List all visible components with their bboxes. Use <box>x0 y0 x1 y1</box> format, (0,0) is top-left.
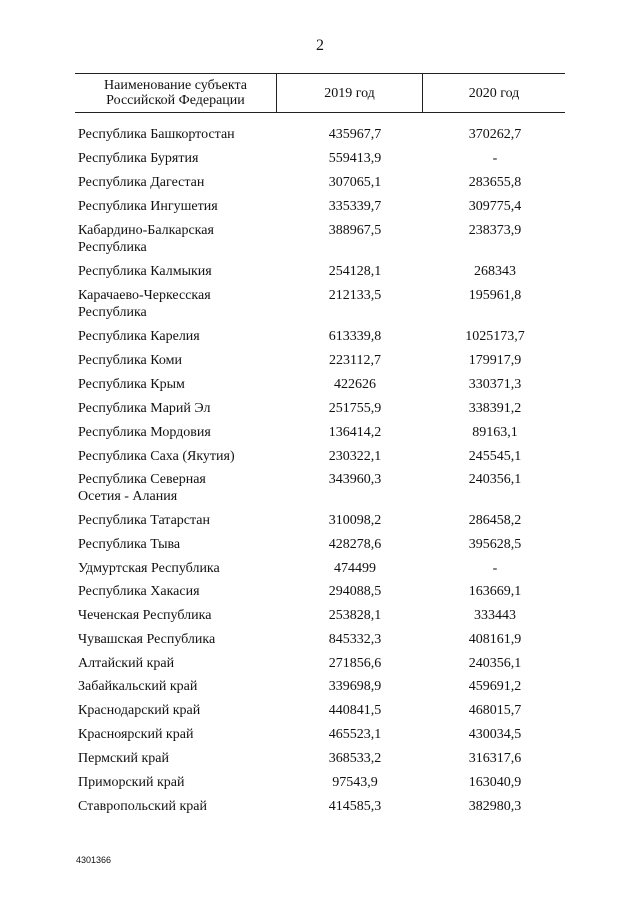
table-header <box>75 73 565 113</box>
value-2019-cell: 136414,2 <box>328 425 382 440</box>
value-2019-cell: 310098,2 <box>328 513 382 528</box>
subject-name-cell: Республика Бурятия <box>78 151 199 166</box>
value-2020-cell: 1025173,7 <box>465 329 525 344</box>
value-2020-cell: 238373,9 <box>468 223 522 238</box>
subject-name-cell: Красноярский край <box>78 727 194 742</box>
value-2019-cell: 339698,9 <box>328 679 382 694</box>
value-2020-cell: 286458,2 <box>468 513 522 528</box>
value-2020-cell: 268343 <box>474 264 516 279</box>
value-2019-cell: 307065,1 <box>328 175 382 190</box>
value-2020-cell: 430034,5 <box>468 727 522 742</box>
subject-name-cell: Республика Дагестан <box>78 175 205 190</box>
value-2020-cell: 163669,1 <box>468 584 522 599</box>
value-2020-cell: 408161,9 <box>468 632 522 647</box>
subject-name-cell: Республика Татарстан <box>78 513 211 528</box>
subject-name-cell: Пермский край <box>78 751 169 766</box>
value-2020-cell: 195961,8 <box>468 288 522 303</box>
value-2019-cell: 414585,3 <box>328 799 382 814</box>
subject-name-cell: Республика Карелия <box>78 329 200 344</box>
subject-name-cell: Кабардино-Балкарская Республика <box>78 223 214 255</box>
column-header-subject-name: Наименование субъекта Российской Федерации <box>104 78 247 108</box>
value-2020-cell: 283655,8 <box>468 175 522 190</box>
subject-name-cell: Забайкальский край <box>78 679 198 694</box>
subject-name-cell: Республика Калмыкия <box>78 264 212 279</box>
value-2020-cell: 309775,4 <box>468 199 522 214</box>
value-2020-cell: 316317,6 <box>468 751 522 766</box>
value-2019-cell: 428278,6 <box>328 537 382 552</box>
value-2019-cell: 422626 <box>334 377 376 392</box>
value-2019-cell: 388967,5 <box>328 223 382 238</box>
value-2020-cell: 370262,7 <box>468 127 522 142</box>
subject-name-cell: Республика Коми <box>78 353 182 368</box>
value-2020-cell: - <box>492 151 498 166</box>
value-2020-cell: 459691,2 <box>468 679 522 694</box>
subject-name-cell: Чеченская Республика <box>78 608 212 623</box>
value-2020-cell: 240356,1 <box>468 472 522 487</box>
subject-name-cell: Приморский край <box>78 775 185 790</box>
subject-name-cell: Республика Крым <box>78 377 185 392</box>
value-2019-cell: 294088,5 <box>328 584 382 599</box>
subject-name-cell: Ставропольский край <box>78 799 207 814</box>
column-header-2020: 2020 год <box>468 85 520 101</box>
value-2019-cell: 435967,7 <box>328 127 382 142</box>
value-2019-cell: 343960,3 <box>328 472 382 487</box>
value-2019-cell: 368533,2 <box>328 751 382 766</box>
value-2019-cell: 253828,1 <box>328 608 382 623</box>
subject-name-cell: Чувашская Республика <box>78 632 216 647</box>
subject-name-cell: Республика Хакасия <box>78 584 200 599</box>
subject-name-cell: Республика Тыва <box>78 537 181 552</box>
value-2020-cell: 240356,1 <box>468 656 522 671</box>
subject-name-cell: Алтайский край <box>78 656 175 671</box>
value-2019-cell: 230322,1 <box>328 449 382 464</box>
subject-name-cell: Краснодарский край <box>78 703 201 718</box>
value-2020-cell: 338391,2 <box>468 401 522 416</box>
value-2019-cell: 97543,9 <box>332 775 378 790</box>
value-2020-cell: 89163,1 <box>472 425 518 440</box>
value-2019-cell: 271856,6 <box>328 656 382 671</box>
value-2019-cell: 559413,9 <box>328 151 382 166</box>
page-number: 2 <box>316 37 324 54</box>
value-2020-cell: 163040,9 <box>468 775 522 790</box>
value-2019-cell: 613339,8 <box>328 329 382 344</box>
subject-name-cell: Республика Саха (Якутия) <box>78 449 235 464</box>
value-2020-cell: 468015,7 <box>468 703 522 718</box>
value-2020-cell: - <box>492 561 498 576</box>
value-2020-cell: 330371,3 <box>468 377 522 392</box>
value-2019-cell: 212133,5 <box>328 288 382 303</box>
subject-name-cell: Республика Башкортостан <box>78 127 235 142</box>
value-2019-cell: 474499 <box>334 561 376 576</box>
value-2020-cell: 395628,5 <box>468 537 522 552</box>
value-2020-cell: 333443 <box>474 608 516 623</box>
value-2019-cell: 845332,3 <box>328 632 382 647</box>
subject-name-cell: Удмуртская Республика <box>78 561 220 576</box>
value-2020-cell: 179917,9 <box>468 353 522 368</box>
value-2019-cell: 465523,1 <box>328 727 382 742</box>
value-2019-cell: 335339,7 <box>328 199 382 214</box>
subject-name-cell: Республика Марий Эл <box>78 401 211 416</box>
value-2019-cell: 254128,1 <box>328 264 382 279</box>
value-2020-cell: 245545,1 <box>468 449 522 464</box>
value-2019-cell: 440841,5 <box>328 703 382 718</box>
value-2019-cell: 251755,9 <box>328 401 382 416</box>
subject-name-cell: Республика Северная Осетия - Алания <box>78 472 206 504</box>
value-2019-cell: 223112,7 <box>329 353 381 368</box>
document-code: 4301366 <box>76 855 112 865</box>
subject-name-cell: Карачаево-Черкесская Республика <box>78 288 211 320</box>
subject-name-cell: Республика Мордовия <box>78 425 211 440</box>
subject-name-cell: Республика Ингушетия <box>78 199 218 214</box>
column-header-2019: 2019 год <box>276 74 423 112</box>
value-2020-cell: 382980,3 <box>468 799 522 814</box>
